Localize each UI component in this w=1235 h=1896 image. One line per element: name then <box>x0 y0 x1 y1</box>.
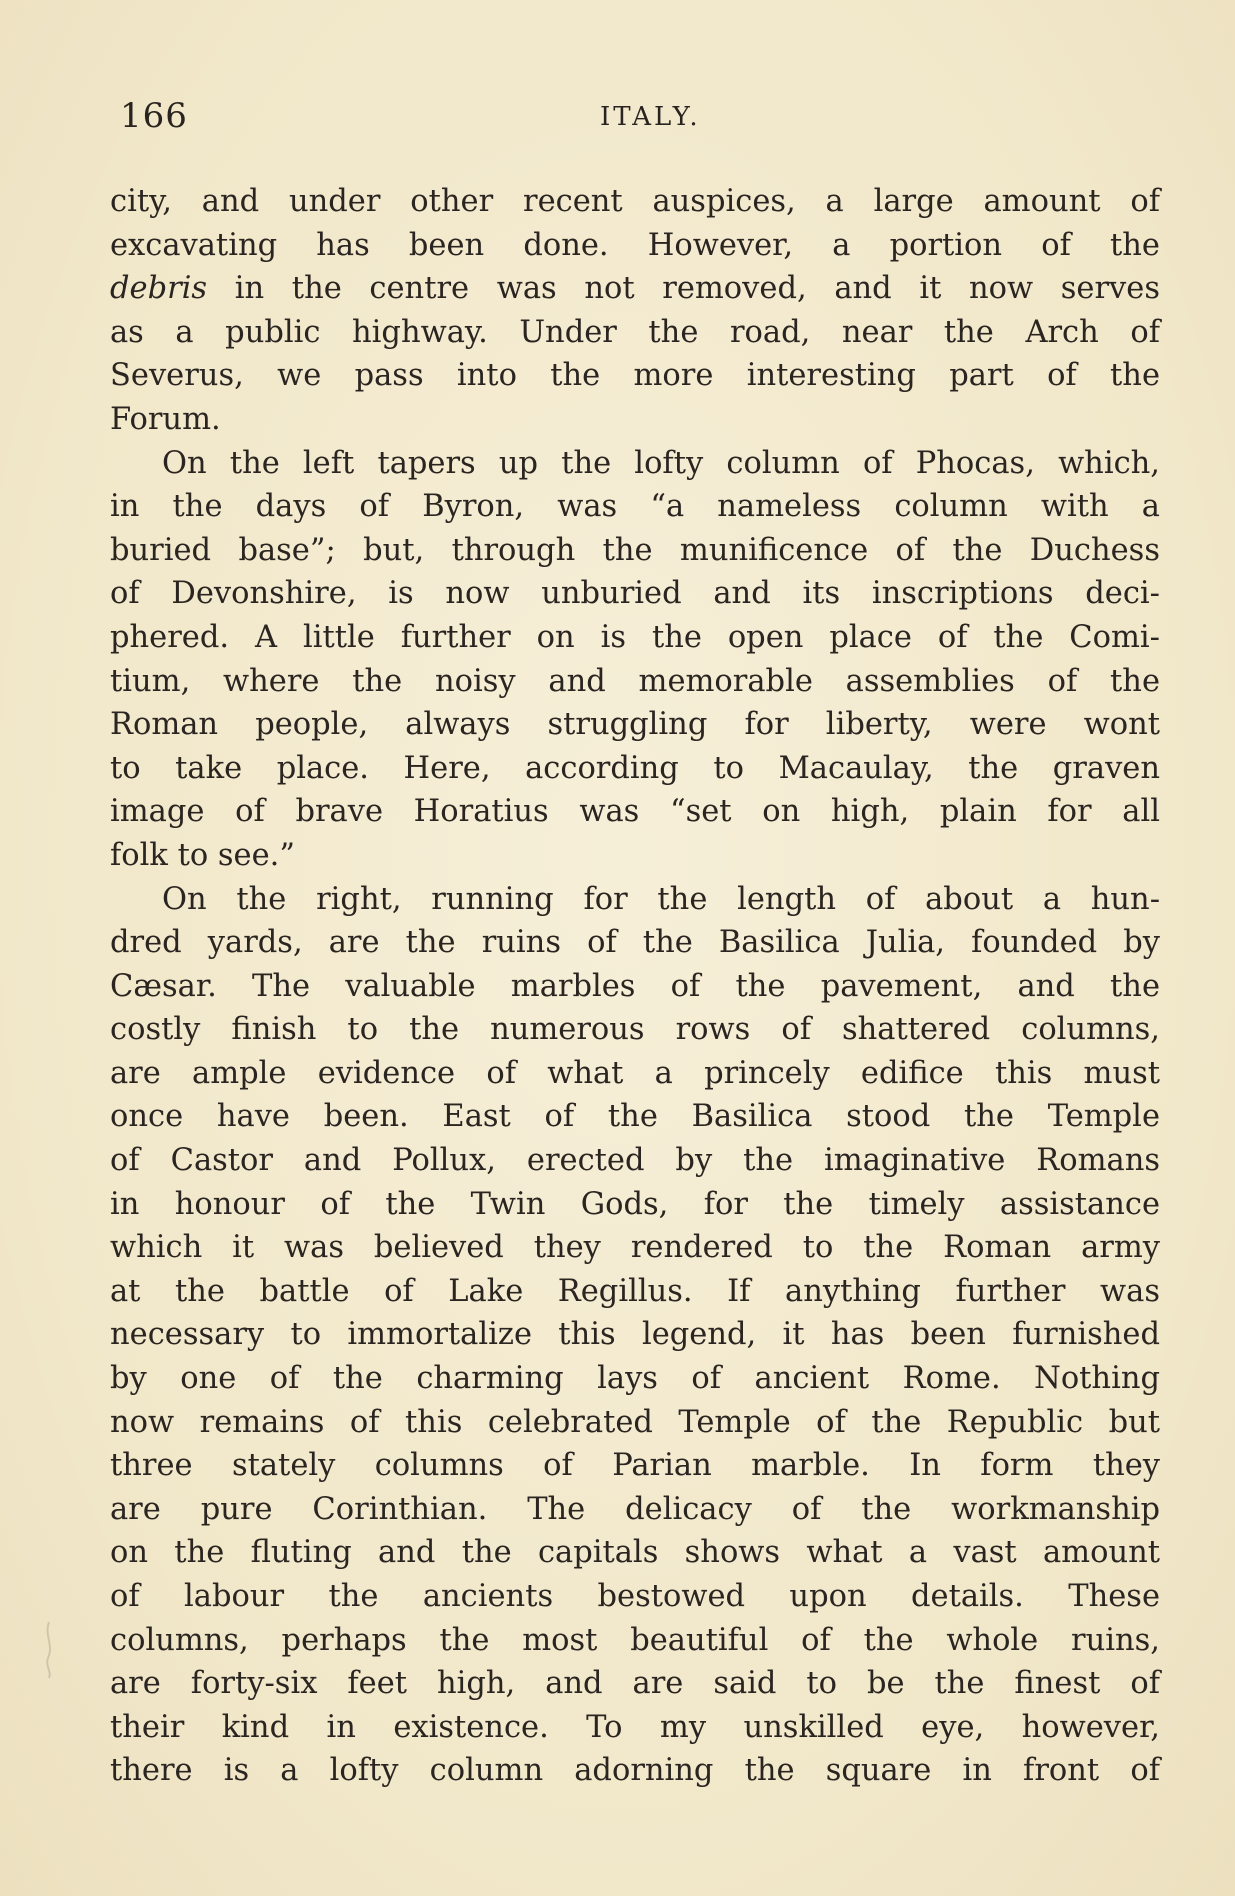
text-line <box>110 1226 1160 1270</box>
line-text: of Devonshire, is now unburied and its inscriptions deci- <box>110 576 1160 612</box>
text-line <box>110 921 1160 965</box>
text-line <box>110 1139 1160 1183</box>
line-text: phered. A little further on is the open place of the Comi- <box>110 619 1160 655</box>
line-text: to take place. Here, according to Macaulay, the graven <box>110 750 1160 786</box>
italic-word: debris <box>110 271 208 307</box>
line-text: once have been. East of the Basilica stood the Temple <box>110 1099 1160 1135</box>
text-line <box>110 660 1160 704</box>
text-line <box>110 529 1160 573</box>
text-line <box>110 834 1160 878</box>
line-text: three stately columns of Parian marble. In form they <box>110 1448 1160 1484</box>
text-line <box>110 572 1160 616</box>
text-line <box>110 747 1160 791</box>
line-text: of Castor and Pollux, erected by the imaginative Romans <box>110 1143 1160 1179</box>
line-text: Forum. <box>110 401 221 437</box>
line-text: columns, perhaps the most beautiful of the whole ruins, <box>110 1622 1160 1658</box>
text-line <box>110 1749 1160 1793</box>
text-line <box>110 485 1160 529</box>
text-line <box>110 180 1160 224</box>
line-text: costly finish to the numerous rows of shattered columns, <box>110 1012 1160 1048</box>
page-header <box>120 96 1160 140</box>
text-line <box>110 224 1160 268</box>
line-text: image of brave Horatius was “set on high, plain for all <box>110 794 1160 830</box>
line-text: there is a lofty column adorning the square in front of <box>110 1753 1160 1789</box>
text-line <box>110 1183 1160 1227</box>
text-line <box>110 703 1160 747</box>
line-text: dred yards, are the ruins of the Basilica Julia, founded by <box>110 925 1160 961</box>
line-text: city, and under other recent auspices, a large amount of <box>110 184 1160 219</box>
line-text: On the left tapers up the lofty column of Phocas, which, <box>162 445 1160 481</box>
text-line <box>110 1095 1160 1139</box>
line-text: folk to see.” <box>110 837 295 873</box>
text-line <box>110 1401 1160 1445</box>
line-text: by one of the charming lays of ancient Rome. Nothing <box>110 1361 1160 1397</box>
line-text: which it was believed they rendered to the Roman army <box>110 1230 1160 1266</box>
text-line <box>110 442 1160 486</box>
text-line <box>110 267 1160 311</box>
margin-smudge-mark <box>40 1620 58 1680</box>
line-text: Severus, we pass into the more interesting part of the <box>110 358 1160 394</box>
line-text: their kind in existence. To my unskilled eye, however, <box>110 1709 1160 1745</box>
line-text: as a public highway. Under the road, near the Arch of <box>110 314 1160 350</box>
text-line <box>110 1619 1160 1663</box>
line-text: now remains of this celebrated Temple of the Republic but <box>110 1404 1160 1440</box>
text-line <box>110 1531 1160 1575</box>
text-line <box>110 790 1160 834</box>
text-line <box>110 1357 1160 1401</box>
line-text: of labour the ancients bestowed upon details. These <box>110 1579 1160 1614</box>
line-text: Roman people, always struggling for liberty, were wont <box>110 707 1160 743</box>
line-text: On the right, running for the length of about a hun- <box>162 881 1160 917</box>
text-line <box>110 1270 1160 1314</box>
text-line <box>110 1052 1160 1096</box>
text-line <box>110 878 1160 922</box>
running-head: ITALY. <box>600 102 701 132</box>
line-text: are pure Corinthian. The delicacy of the workmanship <box>110 1491 1160 1527</box>
line-text: at the battle of Lake Regillus. If anything further was <box>110 1273 1160 1309</box>
line-text: in the days of Byron, was “a nameless column with a <box>110 489 1160 525</box>
line-text: necessary to immortalize this legend, it has been furnished <box>110 1317 1160 1353</box>
text-line <box>110 354 1160 398</box>
line-text: on the fluting and the capitals shows what a vast amount <box>110 1535 1160 1571</box>
text-line <box>110 1575 1160 1619</box>
text-line <box>110 1008 1160 1052</box>
body-text <box>110 180 1160 1793</box>
text-line <box>110 965 1160 1009</box>
line-text: Cæsar. The valuable marbles of the pavement, and the <box>110 968 1160 1004</box>
page-number: 166 <box>120 96 188 136</box>
line-text: in the centre was not removed, and it now serves <box>207 271 1160 307</box>
line-text: buried base”; but, through the munificence of the Duchess <box>110 532 1160 568</box>
line-text: in honour of the Twin Gods, for the timely assistance <box>110 1186 1160 1222</box>
line-text: tium, where the noisy and memorable assemblies of the <box>110 663 1160 699</box>
text-line <box>110 1313 1160 1357</box>
text-line <box>110 311 1160 355</box>
line-text: excavating has been done. However, a portion of the <box>110 227 1160 263</box>
line-text: are ample evidence of what a princely edifice this must <box>110 1055 1160 1091</box>
text-line <box>110 616 1160 660</box>
text-line <box>110 1662 1160 1706</box>
text-line <box>110 1488 1160 1532</box>
text-line <box>110 398 1160 442</box>
text-line <box>110 1444 1160 1488</box>
text-line <box>110 1706 1160 1750</box>
line-text: are forty-six feet high, and are said to be the finest of <box>110 1666 1160 1702</box>
